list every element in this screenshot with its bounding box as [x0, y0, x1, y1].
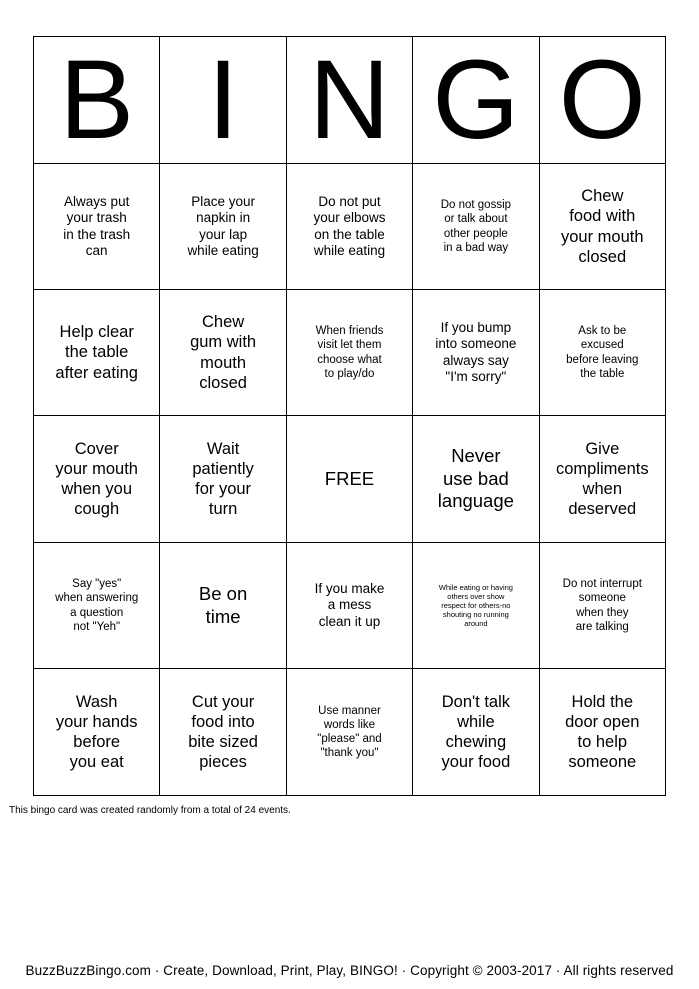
cell-text: Never use bad language: [437, 445, 514, 512]
bingo-cell: [413, 669, 539, 796]
cell-text: Wait patiently for your turn: [192, 439, 254, 519]
bingo-cell: [539, 669, 665, 796]
bingo-cell: [413, 164, 539, 290]
cell-text: If you bump into someone always say "I'm sorry": [435, 319, 517, 384]
cell-text: Use manner words like "please" and "thank you": [317, 704, 382, 760]
cell-text: Cover your mouth when you cough: [55, 439, 138, 519]
cell-text: When friends visit let them choose what to play/do: [315, 325, 384, 380]
cell-text: Do not put your elbows on the table while eating: [313, 193, 386, 258]
bingo-cell: [34, 669, 160, 796]
bingo-cell: [539, 290, 665, 416]
bingo-cell: [286, 290, 412, 416]
bingo-cell: [539, 416, 665, 543]
bingo-row: [34, 669, 666, 796]
bingo-cell: [286, 164, 412, 290]
bingo-card: [33, 36, 666, 796]
bingo-row: [34, 416, 666, 543]
header-row: [34, 37, 666, 164]
cell-text: While eating or having others over show respect for others-no shouting no running around: [438, 582, 513, 629]
bingo-cell: [34, 543, 160, 669]
bingo-row: [34, 290, 666, 416]
cell-text: Cut your food into bite sized pieces: [188, 692, 258, 772]
bingo-cell: [413, 416, 539, 543]
bingo-row: [34, 543, 666, 669]
header-letter-o: O: [539, 37, 665, 164]
card-footnote: This bingo card was created randomly from a total of 24 events.: [9, 805, 291, 816]
cell-text: Say "yes" when answering a question not "Yeh": [55, 578, 139, 633]
bingo-cell: [286, 669, 412, 796]
cell-text: Ask to be excused before leaving the table: [566, 325, 639, 380]
header-letter-b: B: [34, 37, 160, 164]
cell-text: Be on time: [198, 582, 248, 627]
bingo-cell: [34, 416, 160, 543]
bingo-cell: [34, 164, 160, 290]
free-space-text: FREE: [324, 467, 375, 489]
header-letter-g: G: [413, 37, 539, 164]
cell-text: Hold the door open to help someone: [565, 692, 640, 772]
bingo-cell: [160, 290, 286, 416]
bingo-cell: [413, 543, 539, 669]
cell-text: Wash your hands before you eat: [55, 692, 138, 772]
cell-text: Place your napkin in your lap while eating: [187, 193, 259, 258]
cell-text: Chew gum with mouth closed: [190, 313, 257, 392]
cell-text: Help clear the table after eating: [55, 323, 138, 382]
cell-text: Chew food with your mouth closed: [561, 187, 644, 266]
bingo-row: [34, 164, 666, 290]
bingo-cell: [413, 290, 539, 416]
bingo-cell: [539, 543, 665, 669]
header-letter-n: N: [286, 37, 412, 164]
bingo-cell: [539, 164, 665, 290]
header-letter-i: I: [160, 37, 286, 164]
bingo-cell: [286, 543, 412, 669]
bingo-cell: [34, 290, 160, 416]
bingo-cell: [160, 543, 286, 669]
bingo-cell: [160, 416, 286, 543]
cell-text: Give compliments when deserved: [555, 439, 649, 519]
cell-text: Don't talk while chewing your food: [441, 692, 511, 772]
bingo-cell: [160, 164, 286, 290]
cell-text: Do not interrupt someone when they are talking: [562, 578, 642, 633]
cell-text: If you make a mess clean it up: [314, 580, 385, 629]
page-footer: BuzzBuzzBingo.com · Create, Download, Print, Play, BINGO! · Copyright © 2003-2017 · All rights reserved: [25, 963, 674, 978]
bingo-cell-free: [286, 416, 412, 543]
bingo-cell: [160, 669, 286, 796]
cell-text: Do not gossip or talk about other people in a bad way: [440, 199, 512, 254]
cell-text: Always put your trash in the trash can: [63, 193, 131, 258]
